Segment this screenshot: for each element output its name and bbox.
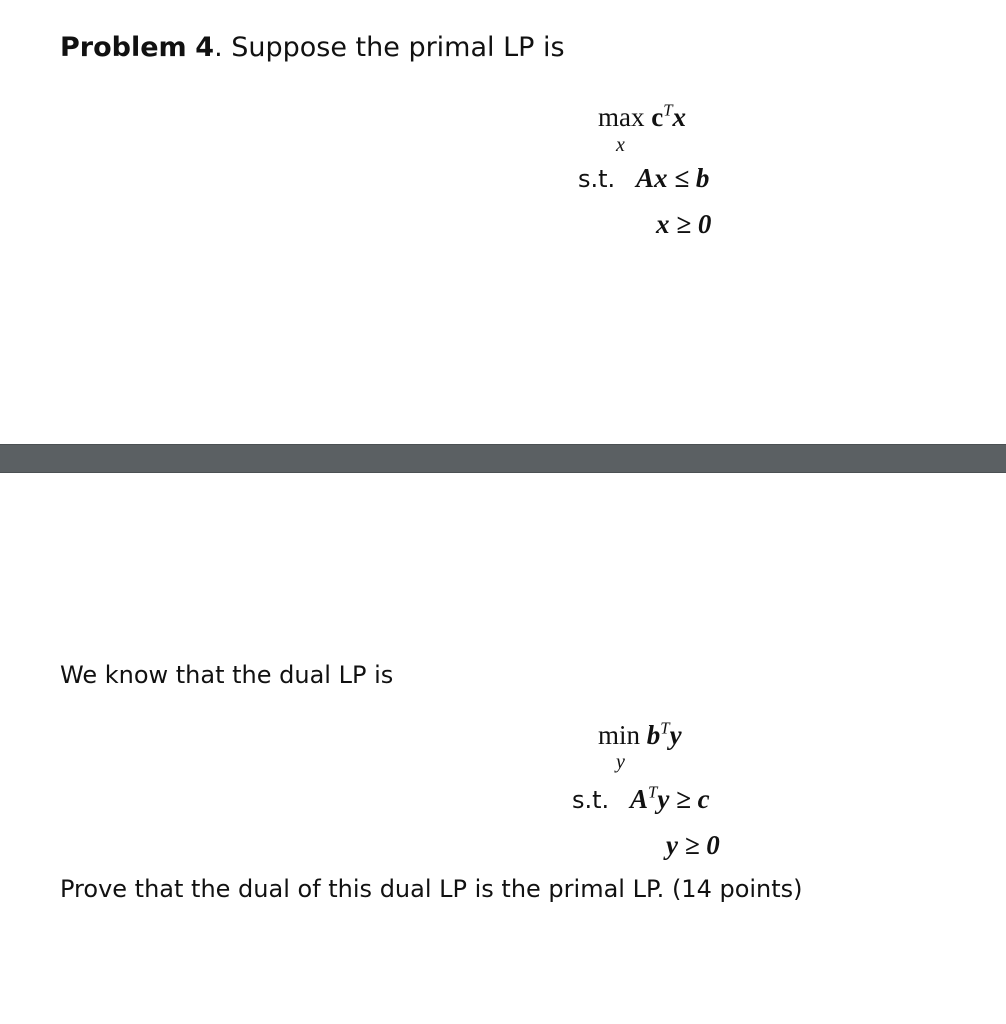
dual-constraint-1-sup: T <box>648 782 658 802</box>
primal-constraint-2: x ≥ 0 <box>656 209 712 239</box>
primal-constraint-1: Ax ≤ b <box>636 163 710 193</box>
problem-label: Problem <box>60 32 187 63</box>
dual-constraint-1-rest: y ≥ c <box>657 784 710 814</box>
dual-objective <box>598 720 682 751</box>
dual-constraint-1 <box>630 784 710 815</box>
primal-st-label: s.t. <box>578 165 616 193</box>
primal-objective-op: max <box>598 102 645 132</box>
dual-intro: We know that the dual LP is <box>60 661 394 689</box>
primal-objective-c: c <box>651 102 664 132</box>
primal-objective-sup: T <box>663 100 673 120</box>
primal-objective-subscript: x <box>616 134 625 156</box>
problem-intro: . Suppose the primal LP is <box>214 32 565 63</box>
primal-objective <box>598 102 686 133</box>
dual-objective-y: y <box>669 720 682 750</box>
dual-objective-op: min <box>598 720 641 750</box>
dual-objective-subscript: y <box>616 751 625 773</box>
question-text: Prove that the dual of this dual LP is the primal LP. (14 points) <box>60 875 803 903</box>
dual-constraint-1-A: A <box>630 784 649 814</box>
problem-number: 4 <box>195 32 215 63</box>
problem-heading <box>60 32 565 63</box>
dual-constraint-2: y ≥ 0 <box>666 830 720 860</box>
dual-objective-b: b <box>646 720 661 750</box>
page-divider <box>0 444 1006 473</box>
dual-st-label: s.t. <box>572 786 610 814</box>
primal-objective-x: x <box>672 102 687 132</box>
dual-objective-sup: T <box>660 718 670 738</box>
